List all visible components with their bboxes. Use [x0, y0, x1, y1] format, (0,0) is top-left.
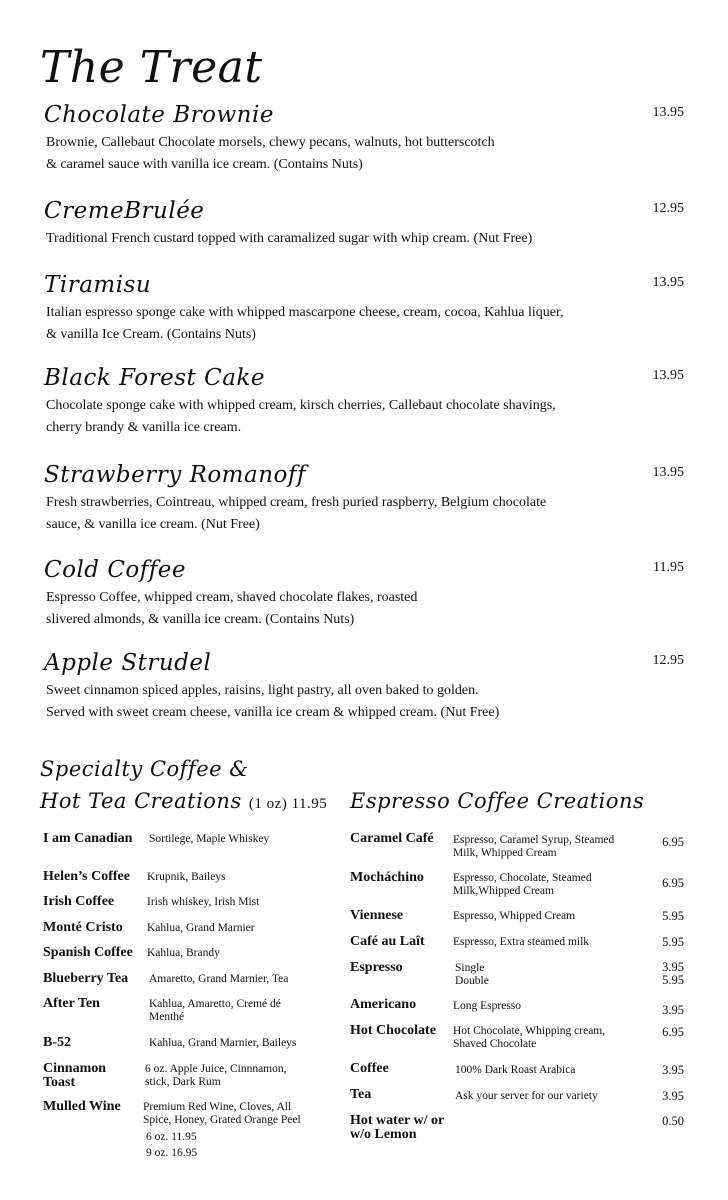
specialty-item-name: Helen’s Coffee [43, 869, 130, 884]
item-price: 12.95 [652, 653, 684, 668]
specialty-item-desc: Premium Red Wine, Cloves, All Spice, Honey, Grated Orange Peel [143, 1101, 301, 1126]
item-name: Apple Strudel [44, 650, 212, 676]
espresso-item-price: 6.95 [662, 835, 684, 849]
item-price: 13.95 [652, 368, 684, 383]
item-name: Cold Coffee [44, 557, 187, 583]
specialty-item-name: Spanish Coffee [43, 945, 133, 960]
specialty-item-name: Mulled Wine [43, 1099, 121, 1114]
espresso-item-price: 3.95 5.95 [662, 960, 684, 987]
item-description: Espresso Coffee, whipped cream, shaved chocolate flakes, roasted slivered almonds, & vanilla ice cream. (Contains Nuts) [46, 590, 418, 627]
espresso-item-desc: 100% Dark Roast Arabica [455, 1064, 576, 1076]
item-name: Black Forest Cake [44, 365, 265, 391]
specialty-item-name: Monté Cristo [43, 920, 123, 935]
espresso-item-desc: Espresso, Chocolate, Steamed Milk,Whipped Cream [453, 872, 592, 897]
item-description: Italian espresso sponge cake with whipped mascarpone cheese, cream, cocoa, Kahlua liquer, & vanilla Ice Cream. (Contains Nuts) [46, 305, 564, 342]
menu-title: The Treat [40, 42, 263, 93]
espresso-item-name: Mocháchino [350, 870, 424, 885]
specialty-item-desc: Amaretto, Grand Marnier, Tea [149, 973, 289, 985]
espresso-item-price: 5.95 [662, 935, 684, 949]
espresso-item-name: Americano [350, 997, 417, 1012]
mulled-wine-size: 9 oz. 16.95 [146, 1147, 198, 1159]
espresso-item-name: Espresso [350, 960, 403, 975]
specialty-heading-text: Hot Tea Creations [40, 789, 242, 813]
espresso-item-name: Coffee [350, 1061, 389, 1076]
item-name: Strawberry Romanoff [44, 462, 306, 488]
specialty-item-name: Irish Coffee [43, 894, 115, 909]
item-price: 11.95 [653, 560, 684, 575]
item-price: 13.95 [652, 275, 684, 290]
specialty-item-name: I am Canadian [43, 831, 133, 846]
specialty-item-name: Cinnamon Toast [43, 1061, 107, 1090]
item-description: Traditional French custard topped with caramalized sugar with whip cream. (Nut Free) [46, 231, 533, 246]
specialty-item-desc: Sortilege, Maple Whiskey [149, 833, 270, 845]
item-description: Sweet cinnamon spiced apples, raisins, light pastry, all oven baked to golden. Served with sweet cream cheese, vanilla ice cream & whipped cream. (Nut Free) [46, 683, 500, 720]
espresso-item-price: 6.95 [662, 876, 684, 890]
espresso-item-desc: Long Espresso [453, 1000, 522, 1012]
item-name: Chocolate Brownie [44, 102, 274, 128]
specialty-item-desc: 6 oz. Apple Juice, Cinnnamon, stick, Dark Rum [145, 1063, 287, 1088]
espresso-item-price: 3.95 [662, 1089, 684, 1103]
espresso-item-desc: Single Double [455, 962, 489, 987]
item-description: Brownie, Callebaut Chocolate morsels, chewy pecans, walnuts, hot butterscotch & caramel sauce with vanilla ice cream. (Contains Nuts) [46, 135, 495, 172]
espresso-item-name: Viennese [350, 908, 404, 923]
espresso-item-name: Caramel Café [350, 831, 434, 846]
espresso-item-desc: Espresso, Extra steamed milk [453, 936, 590, 948]
item-name: Tiramisu [44, 272, 152, 298]
item-description: Chocolate sponge cake with whipped cream, kirsch cherries, Callebaut chocolate shavings, cherry brandy & vanilla ice cream. [46, 398, 556, 435]
specialty-heading-line2 [40, 786, 327, 819]
espresso-item-price: 3.95 [662, 1063, 684, 1077]
specialty-heading-line1: Specialty Coffee & [40, 757, 249, 781]
espresso-item-desc: Espresso, Whipped Cream [453, 910, 576, 922]
espresso-item-name: Tea [350, 1087, 372, 1102]
espresso-heading: Espresso Coffee Creations [350, 789, 645, 813]
specialty-item-name: B-52 [43, 1035, 71, 1050]
item-description: Fresh strawberries, Cointreau, whipped cream, fresh puried raspberry, Belgium chocolate sauce, & vanilla ice cream. (Nut Free) [46, 495, 547, 532]
item-name: CremeBrulée [44, 198, 205, 224]
specialty-item-name: After Ten [43, 996, 100, 1011]
espresso-item-name: Hot Chocolate [350, 1023, 436, 1038]
specialty-item-name: Blueberry Tea [43, 971, 129, 986]
espresso-item-price: 5.95 [662, 909, 684, 923]
espresso-item-desc: Hot Chocolate, Whipping cream, Shaved Chocolate [453, 1025, 606, 1050]
specialty-heading-price: (1 oz) 11.95 [248, 796, 328, 812]
specialty-item-desc: Krupnik, Baileys [147, 871, 226, 883]
specialty-item-desc: Kahlua, Grand Marnier [147, 922, 255, 934]
item-price: 13.95 [652, 465, 684, 480]
espresso-item-price: 6.95 [662, 1025, 684, 1039]
item-price: 13.95 [652, 105, 684, 120]
espresso-item-name: Café au Laît [350, 934, 425, 949]
espresso-item-desc: Ask your server for our variety [455, 1090, 598, 1102]
specialty-item-desc: Kahlua, Grand Marnier, Baileys [149, 1037, 297, 1049]
specialty-item-desc: Kahlua, Amaretto, Cremé dé Menthé [149, 998, 281, 1023]
specialty-item-desc: Irish whiskey, Irish Mist [147, 896, 260, 908]
espresso-item-name: Hot water w/ or w/o Lemon [350, 1113, 445, 1142]
specialty-item-desc: Kahlua, Brandy [147, 947, 220, 959]
espresso-item-desc: Espresso, Caramel Syrup, Steamed Milk, Whipped Cream [453, 834, 615, 859]
mulled-wine-size: 6 oz. 11.95 [146, 1131, 197, 1143]
espresso-item-price: 3.95 [662, 1003, 684, 1017]
item-price: 12.95 [652, 201, 684, 216]
espresso-item-price: 0.50 [662, 1114, 684, 1128]
